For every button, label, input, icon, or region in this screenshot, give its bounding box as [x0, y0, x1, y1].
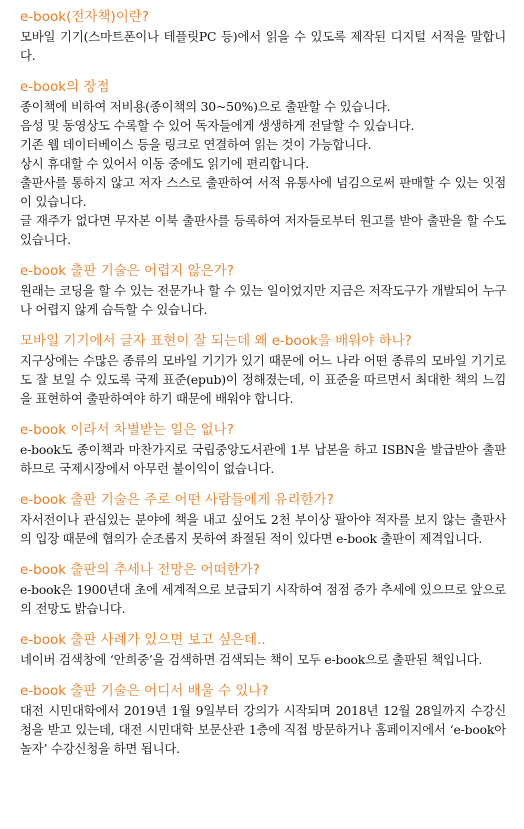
section-title: e-book 출판 기술은 어디서 배울 수 있나?: [20, 683, 269, 699]
advantage-item: 글 재주가 없다면 무자본 이북 출판사를 등록하여 저자들로부터 원고를 받아 출판을 할 수도 있습니다.: [20, 213, 506, 247]
advantage-item: 음성 및 동영상도 수록할 수 있어 독자들에게 생생하게 전달할 수 있습니다.: [20, 118, 415, 133]
advantage-item: 종이책에 비하여 저비용(종이책의 30~50%)으로 출판할 수 있습니다.: [20, 99, 391, 114]
section-paragraph: 원래는 코딩을 할 수 있는 전문가나 할 수 있는 일이었지만 지금은 저작도구가 개발되어 누구나 어렵지 않게 습득할 수 있습니다.: [20, 283, 506, 317]
section-title: e-book 이라서 차별받는 일은 없나?: [20, 422, 234, 438]
section-paragraph: 대전 시민대학에서 2019년 1월 9일부터 강의가 시작되며 2018년 12월 28일까지 수강신청을 받고 있는데, 대전 시민대학 보문산관 1층에 직접 방문하거나 홈페이지에서 ‘e-book아 놀자’ 수강신청을 하면 됩니다.: [20, 703, 506, 756]
section-paragraph: 모바일 기기(스마트폰이나 테플릿PC 등)에서 읽을 수 있도록 제작된 디지털 서적을 말합니다.: [20, 29, 506, 63]
section-what-is-ebook: [20, 8, 506, 65]
section-title: e-book 출판 사례가 있으면 보고 싶은데..: [20, 632, 266, 648]
section-where-to-learn: [20, 682, 506, 758]
section-paragraph: 네이버 검색창에 ‘안희중’을 검색하면 검색되는 책이 모두 e-book으로 출판된 책입니다.: [20, 652, 483, 667]
section-why-learn: [20, 332, 506, 408]
section-trend: [20, 561, 506, 618]
section-title: e-book(전자책)이란?: [20, 9, 149, 25]
section-examples: [20, 631, 506, 669]
advantage-item: 출판사를 통하지 않고 저자 스스로 출판하여 서적 유통사에 넘김으로써 판매할 수 있는 잇점이 있습니다.: [20, 175, 506, 209]
section-title: e-book 출판의 추세나 전망은 어떠한가?: [20, 562, 260, 578]
section-difficulty: [20, 262, 506, 319]
advantage-item: 상시 휴대할 수 있어서 이동 중에도 읽기에 편리합니다.: [20, 156, 309, 171]
section-ebook-advantages: [20, 78, 506, 249]
section-title: 모바일 기기에서 글자 표현이 잘 되는데 왜 e-book을 배워야 하나?: [20, 333, 412, 349]
section-who-benefits: [20, 491, 506, 548]
section-paragraph: e-book은 1900년대 초에 세계적으로 보급되기 시작하여 점점 증가 추세에 있으므로 앞으로의 전망도 밝습니다.: [20, 582, 506, 616]
section-title: e-book의 장점: [20, 79, 110, 95]
section-paragraph: e-book도 종이책과 마찬가지로 국립중앙도서관에 1부 납본을 하고 ISBN을 발급받아 출판하므로 국제시장에서 아무런 불이익이 없습니다.: [20, 442, 506, 476]
section-paragraph: 자서전이나 관심있는 분야에 책을 내고 싶어도 2천 부이상 팔아야 적자를 보지 않는 출판사의 입장 때문에 협의가 순조롭지 못하여 좌절된 적이 있다면 e-book 출판이 제격입니다.: [20, 512, 506, 546]
section-paragraph: 지구상에는 수많은 종류의 모바일 기기가 있기 때문에 어느 나라 어떤 종류의 모바일 기기로도 잘 보일 수 있도록 국제 표준(epub)이 정해졌는데, 이 표준을 따르면서 최대한 책의 느낌을 표현하여 출판하여야 하기 때문에 배워야 합니다.: [20, 353, 506, 406]
advantage-item: 기존 웹 데이터베이스 등을 링크로 연결하여 읽는 것이 가능합니다.: [20, 137, 372, 152]
section-title: e-book 출판 기술은 주로 어떤 사람들에게 유리한가?: [20, 492, 334, 508]
section-title: e-book 출판 기술은 어렵지 않은가?: [20, 263, 234, 279]
section-discrimination: [20, 421, 506, 478]
